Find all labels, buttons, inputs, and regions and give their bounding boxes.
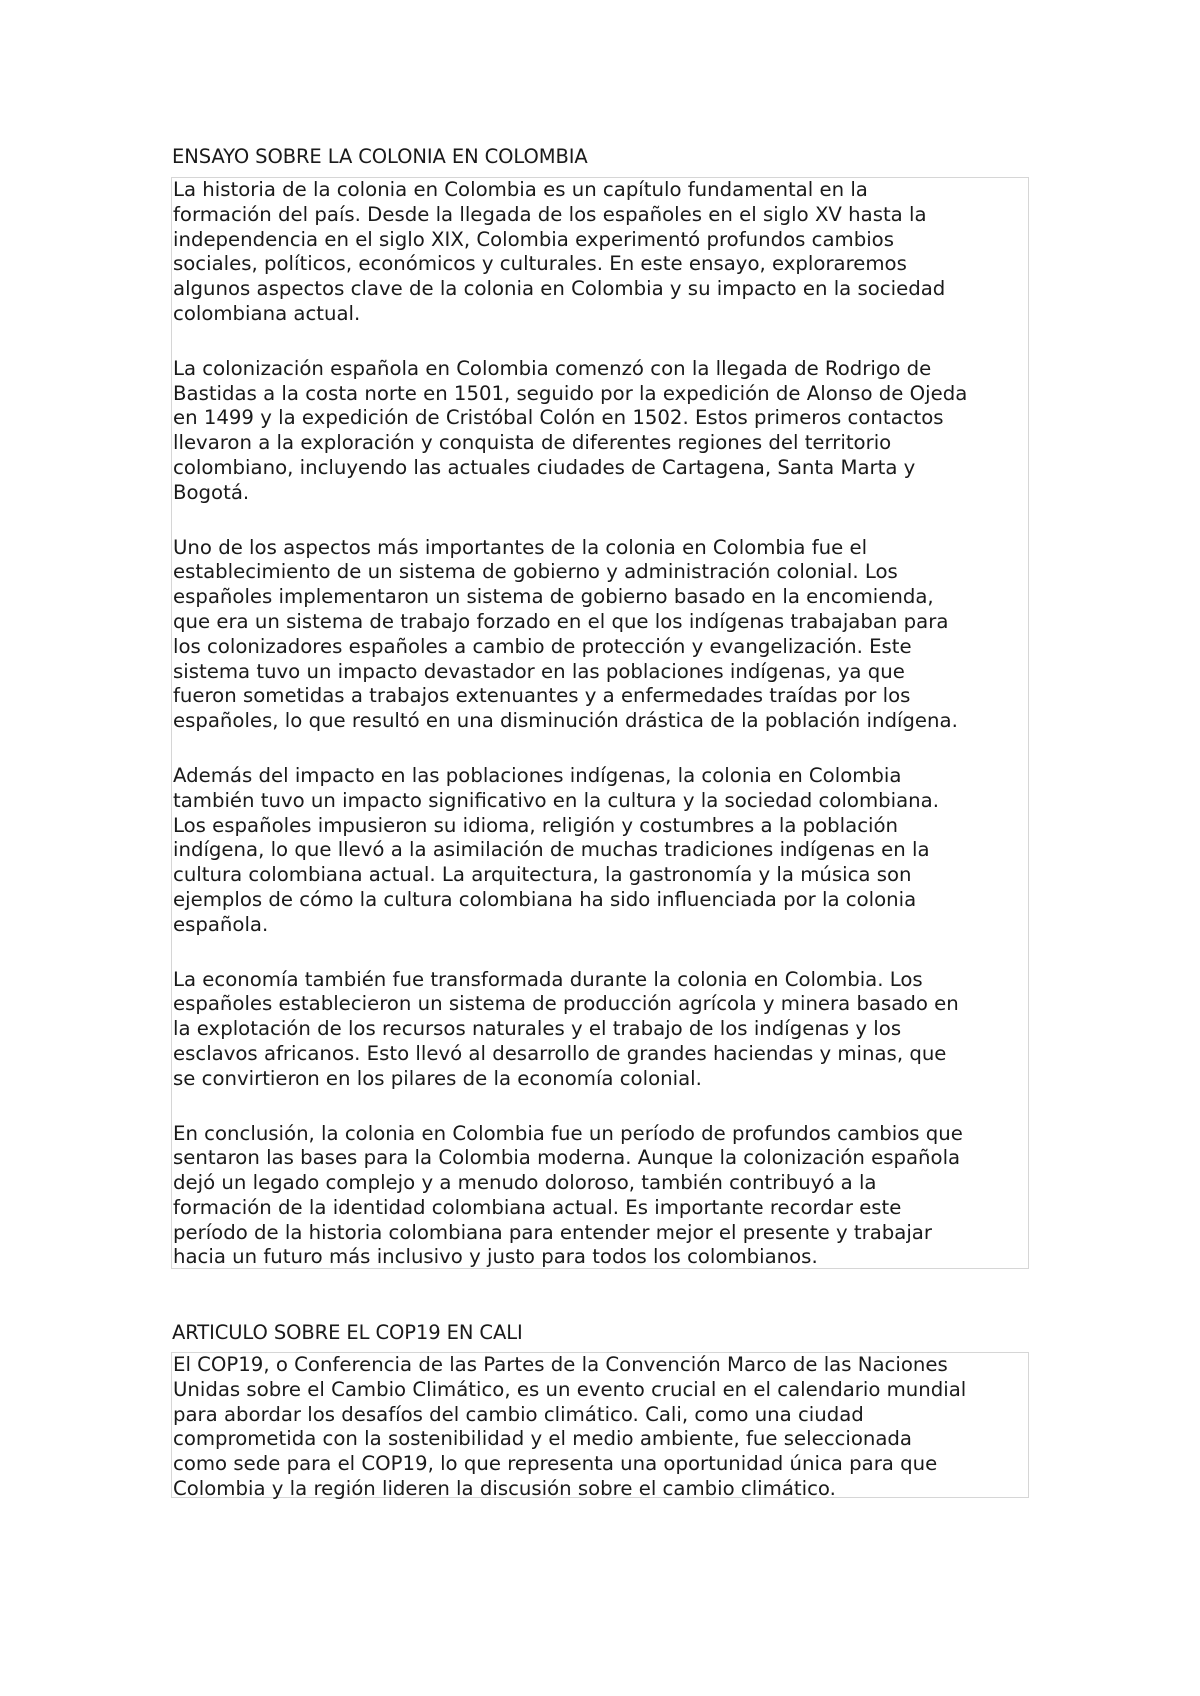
text-line: indígena, lo que llevó a la asimilación de muchas tradiciones indígenas en la bbox=[173, 838, 930, 862]
text-line: Colombia y la región lideren la discusión sobre el cambio climático. bbox=[173, 1476, 836, 1500]
text-line: Uno de los aspectos más importantes de la colonia en Colombia fue el bbox=[173, 535, 868, 559]
text-line: esclavos africanos. Esto llevó al desarrollo de grandes haciendas y minas, que bbox=[173, 1041, 947, 1065]
text-line: la explotación de los recursos naturales y el trabajo de los indígenas y los bbox=[173, 1017, 902, 1041]
paragraph bbox=[173, 764, 1028, 938]
text-line: colombiana actual. bbox=[173, 301, 361, 325]
paragraph bbox=[173, 1353, 1028, 1502]
text-line: Bastidas a la costa norte en 1501, seguido por la expedición de Alonso de Ojeda bbox=[173, 381, 968, 405]
text-line: españoles implementaron un sistema de gobierno basado en la encomienda, bbox=[173, 585, 934, 609]
text-line: españoles establecieron un sistema de producción agrícola y minera basado en bbox=[173, 992, 959, 1016]
text-line: los colonizadores españoles a cambio de protección y evangelización. Este bbox=[173, 634, 912, 658]
text-line: Unidas sobre el Cambio Climático, es un evento crucial en el calendario mundial bbox=[173, 1377, 967, 1401]
text-line: La historia de la colonia en Colombia es un capítulo fundamental en la bbox=[173, 178, 868, 201]
article-text-box[interactable] bbox=[171, 1352, 1029, 1498]
text-line: para abordar los desafíos del cambio climático. Cali, como una ciudad bbox=[173, 1402, 864, 1426]
paragraph bbox=[173, 968, 1028, 1092]
essay-text-box[interactable] bbox=[171, 177, 1029, 1269]
text-line: llevaron a la exploración y conquista de diferentes regiones del territorio bbox=[173, 431, 892, 455]
text-line: se convirtieron en los pilares de la economía colonial. bbox=[173, 1066, 702, 1090]
article-title: ARTICULO SOBRE EL COP19 EN CALI bbox=[172, 1321, 523, 1344]
paragraph bbox=[173, 536, 1028, 734]
text-line: comprometida con la sostenibilidad y el medio ambiente, fue seleccionada bbox=[173, 1427, 912, 1451]
text-line: españoles, lo que resultó en una disminución drástica de la población indígena. bbox=[173, 709, 958, 733]
text-line: ejemplos de cómo la cultura colombiana ha sido influenciada por la colonia bbox=[173, 887, 917, 911]
text-line: El COP19, o Conferencia de las Partes de la Convención Marco de las Naciones bbox=[173, 1353, 948, 1376]
text-line: hacia un futuro más inclusivo y justo para todos los colombianos. bbox=[173, 1245, 818, 1269]
text-line: cultura colombiana actual. La arquitectura, la gastronomía y la música son bbox=[173, 863, 912, 887]
text-line: formación de la identidad colombiana actual. Es importante recordar este bbox=[173, 1195, 902, 1219]
text-line: que era un sistema de trabajo forzado en el que los indígenas trabajaban para bbox=[173, 609, 949, 633]
paragraph bbox=[173, 178, 1028, 327]
text-line: Bogotá. bbox=[173, 480, 250, 504]
text-line: sociales, políticos, económicos y culturales. En este ensayo, exploraremos bbox=[173, 252, 907, 276]
text-line: Además del impacto en las poblaciones indígenas, la colonia en Colombia bbox=[173, 763, 902, 787]
text-line: en 1499 y la expedición de Cristóbal Colón en 1502. Estos primeros contactos bbox=[173, 406, 944, 430]
essay-title: ENSAYO SOBRE LA COLONIA EN COLOMBIA bbox=[172, 145, 588, 168]
paragraph bbox=[173, 1122, 1028, 1271]
text-line: formación del país. Desde la llegada de los españoles en el siglo XV hasta la bbox=[173, 202, 927, 226]
text-line: dejó un legado complejo y a menudo doloroso, también contribuyó a la bbox=[173, 1171, 877, 1195]
text-line: La colonización española en Colombia comenzó con la llegada de Rodrigo de bbox=[173, 356, 932, 380]
paragraph bbox=[173, 357, 1028, 506]
text-line: algunos aspectos clave de la colonia en Colombia y su impacto en la sociedad bbox=[173, 277, 946, 301]
text-line: española. bbox=[173, 912, 269, 936]
text-line: colombiano, incluyendo las actuales ciudades de Cartagena, Santa Marta y bbox=[173, 455, 916, 479]
text-line: establecimiento de un sistema de gobierno y administración colonial. Los bbox=[173, 560, 898, 584]
text-line: sistema tuvo un impacto devastador en las poblaciones indígenas, ya que bbox=[173, 659, 905, 683]
text-line: La economía también fue transformada durante la colonia en Colombia. Los bbox=[173, 967, 923, 991]
text-line: fueron sometidas a trabajos extenuantes y a enfermedades traídas por los bbox=[173, 684, 911, 708]
text-line: como sede para el COP19, lo que representa una oportunidad única para que bbox=[173, 1452, 938, 1476]
text-line: Los españoles impusieron su idioma, religión y costumbres a la población bbox=[173, 813, 899, 837]
text-line: En conclusión, la colonia en Colombia fue un período de profundos cambios que bbox=[173, 1121, 963, 1145]
text-line: sentaron las bases para la Colombia moderna. Aunque la colonización española bbox=[173, 1146, 961, 1170]
text-line: período de la historia colombiana para entender mejor el presente y trabajar bbox=[173, 1220, 932, 1244]
text-line: independencia en el siglo XIX, Colombia experimentó profundos cambios bbox=[173, 227, 894, 251]
text-line: también tuvo un impacto significativo en la cultura y la sociedad colombiana. bbox=[173, 788, 939, 812]
